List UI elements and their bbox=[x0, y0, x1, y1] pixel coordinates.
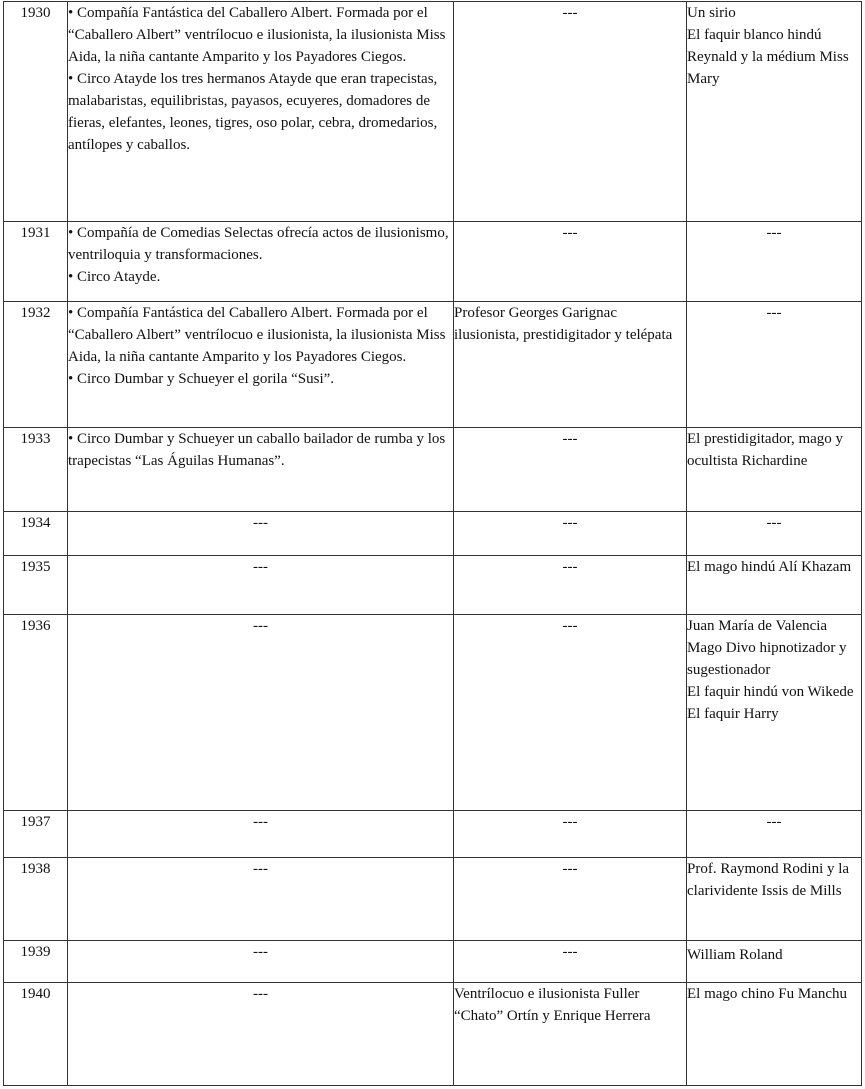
year-cell: 1931 bbox=[4, 222, 68, 302]
artist-entry: El prestidigitador, mago y ocultista Richardine bbox=[687, 431, 844, 469]
empty-marker: --- bbox=[253, 559, 268, 575]
table-row bbox=[4, 941, 862, 983]
artist-entry: Ventrílocuo e ilusionista Fuller bbox=[454, 986, 640, 1002]
year-cell: 1934 bbox=[4, 512, 68, 556]
empty-marker: --- bbox=[253, 515, 268, 531]
table-row bbox=[4, 428, 862, 512]
foreign-artists-cell bbox=[687, 811, 862, 858]
foreign-artists-cell bbox=[687, 941, 862, 983]
year-cell: 1940 bbox=[4, 983, 68, 1086]
table-row bbox=[4, 556, 862, 615]
solo-artists-cell bbox=[454, 983, 687, 1086]
empty-marker: --- bbox=[253, 618, 268, 634]
empty-marker: --- bbox=[562, 861, 578, 877]
table-row bbox=[4, 615, 862, 811]
year-cell: 1930 bbox=[4, 2, 68, 222]
artist-entry: El faquir blanco hindú Reynald y la médium Miss Mary bbox=[687, 27, 849, 87]
empty-marker: --- bbox=[253, 861, 268, 877]
list-item: • Compañía Fantástica del Caballero Albert. Formada por el “Caballero Albert” ventrílocuo e ilusionista, la ilusionista Miss Aida, la niña cantante Amparito y los Payadores Ciegos. bbox=[68, 5, 446, 65]
troupes-cell bbox=[68, 858, 454, 941]
table-row bbox=[4, 858, 862, 941]
empty-marker: --- bbox=[562, 559, 578, 575]
year-cell: 1939 bbox=[4, 941, 68, 983]
troupes-cell bbox=[68, 983, 454, 1086]
artist-entry: Mago Divo hipnotizador y sugestionador bbox=[687, 640, 847, 678]
empty-marker: --- bbox=[562, 515, 578, 531]
foreign-artists-cell bbox=[687, 983, 862, 1086]
foreign-artists-cell bbox=[687, 858, 862, 941]
troupes-cell bbox=[68, 615, 454, 811]
troupes-cell bbox=[68, 222, 454, 302]
empty-marker: --- bbox=[253, 814, 268, 830]
artist-entry: Profesor Georges Garignac ilusionista, prestidigitador y telépata bbox=[454, 305, 673, 343]
list-item: • Compañía de Comedias Selectas ofrecía actos de ilusionismo, ventriloquia y transformaciones. bbox=[68, 225, 449, 263]
empty-marker: --- bbox=[562, 431, 578, 447]
table-row bbox=[4, 302, 862, 428]
solo-artists-cell bbox=[454, 858, 687, 941]
troupes-cell bbox=[68, 556, 454, 615]
solo-artists-cell bbox=[454, 811, 687, 858]
list-item: • Circo Atayde. bbox=[68, 269, 161, 285]
year-cell: 1937 bbox=[4, 811, 68, 858]
year-cell: 1938 bbox=[4, 858, 68, 941]
table-row bbox=[4, 983, 862, 1086]
table-row bbox=[4, 512, 862, 556]
empty-marker: --- bbox=[562, 5, 578, 21]
year-cell: 1933 bbox=[4, 428, 68, 512]
foreign-artists-cell bbox=[687, 2, 862, 222]
empty-marker: --- bbox=[562, 618, 578, 634]
artist-entry: Prof. Raymond Rodini y la clarividente Issis de Mills bbox=[687, 861, 850, 899]
foreign-artists-cell bbox=[687, 302, 862, 428]
year-cell: 1936 bbox=[4, 615, 68, 811]
solo-artists-cell bbox=[454, 512, 687, 556]
solo-artists-cell bbox=[454, 302, 687, 428]
list-item: • Circo Atayde los tres hermanos Atayde que eran trapecistas, malabaristas, equilibristas, payasos, ecuyeres, domadores de fieras, elefantes, leones, tigres, oso polar, cebra, dromedarios, antílopes y caballos. bbox=[68, 71, 438, 153]
troupes-cell bbox=[68, 302, 454, 428]
artist-entry: “Chato” Ortín y Enrique Herrera bbox=[454, 1008, 651, 1024]
solo-artists-cell bbox=[454, 615, 687, 811]
empty-marker: --- bbox=[766, 515, 782, 531]
foreign-artists-cell bbox=[687, 428, 862, 512]
empty-marker: --- bbox=[766, 814, 782, 830]
empty-marker: --- bbox=[253, 986, 268, 1002]
foreign-artists-cell bbox=[687, 222, 862, 302]
empty-marker: --- bbox=[766, 225, 782, 241]
foreign-artists-cell bbox=[687, 512, 862, 556]
table-row bbox=[4, 811, 862, 858]
artist-entry: William Roland bbox=[687, 947, 783, 963]
artist-entry: El mago chino Fu Manchu bbox=[687, 986, 847, 1002]
troupes-cell bbox=[68, 512, 454, 556]
foreign-artists-cell bbox=[687, 556, 862, 615]
troupes-cell bbox=[68, 2, 454, 222]
year-cell: 1932 bbox=[4, 302, 68, 428]
artist-entry: El mago hindú Alí Khazam bbox=[687, 559, 852, 575]
artist-entry: Un sirio bbox=[687, 5, 736, 21]
troupes-cell bbox=[68, 811, 454, 858]
artist-entry: Juan María de Valencia bbox=[687, 618, 828, 634]
empty-marker: --- bbox=[766, 305, 782, 321]
artist-entry: El faquir hindú von Wikede bbox=[687, 684, 854, 700]
troupes-cell bbox=[68, 428, 454, 512]
troupes-cell bbox=[68, 941, 454, 983]
empty-marker: --- bbox=[562, 814, 578, 830]
list-item: • Circo Dumbar y Schueyer un caballo bailador de rumba y los trapecistas “Las Águilas Humanas”. bbox=[68, 431, 446, 469]
solo-artists-cell bbox=[454, 2, 687, 222]
solo-artists-cell bbox=[454, 556, 687, 615]
solo-artists-cell bbox=[454, 941, 687, 983]
artist-entry: El faquir Harry bbox=[687, 706, 779, 722]
year-cell: 1935 bbox=[4, 556, 68, 615]
solo-artists-cell bbox=[454, 222, 687, 302]
list-item: • Compañía Fantástica del Caballero Albert. Formada por el “Caballero Albert” ventrílocuo e ilusionista, la ilusionista Miss Aida, la niña cantante Amparito y los Payadores Ciegos. bbox=[68, 305, 446, 365]
empty-marker: --- bbox=[253, 944, 268, 960]
table-row bbox=[4, 2, 862, 222]
list-item: • Circo Dumbar y Schueyer el gorila “Susi”. bbox=[68, 371, 335, 387]
performers-table bbox=[3, 1, 862, 1086]
table-row bbox=[4, 222, 862, 302]
foreign-artists-cell bbox=[687, 615, 862, 811]
empty-marker: --- bbox=[562, 225, 578, 241]
empty-marker: --- bbox=[562, 944, 578, 960]
solo-artists-cell bbox=[454, 428, 687, 512]
